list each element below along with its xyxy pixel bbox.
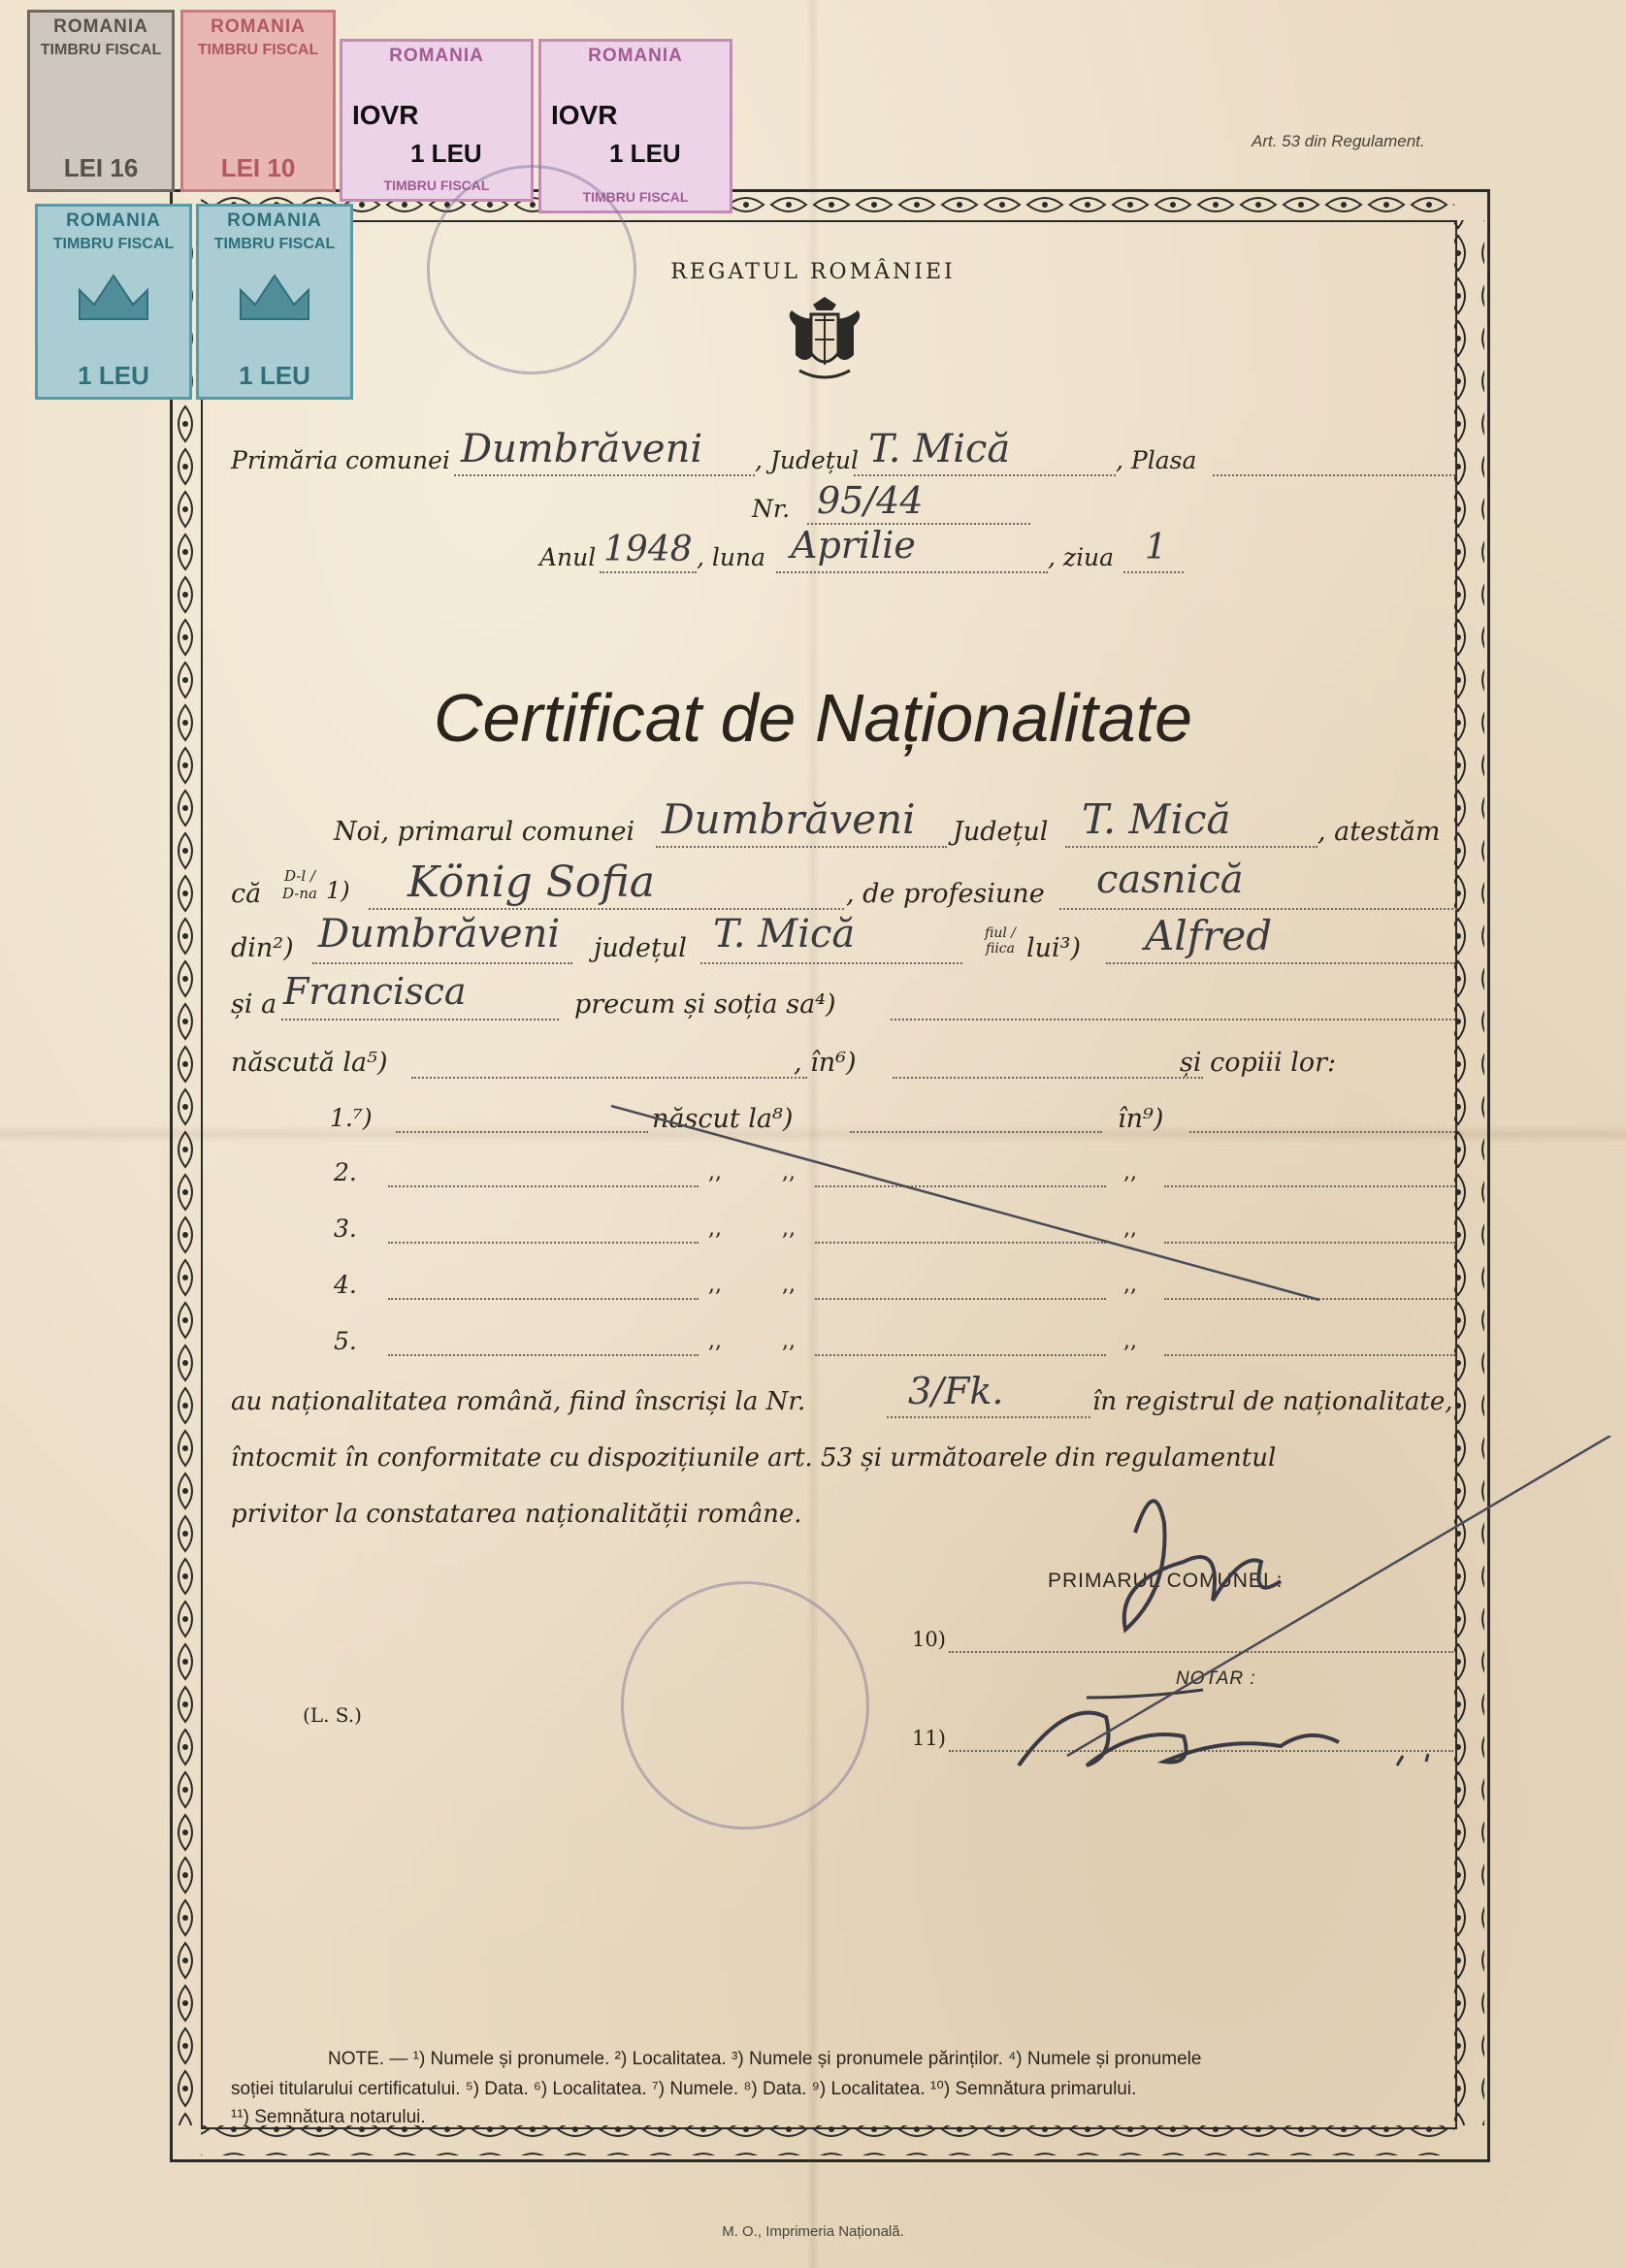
ditto-3c: ,, <box>1123 1216 1137 1241</box>
luna-label: , luna <box>697 543 765 571</box>
footnote-1: 1) <box>326 877 350 904</box>
name-handwritten: König Sofia <box>407 858 655 907</box>
fiscal-stamp-10-lei: ROMANIA TIMBRU FISCAL LEI 10 <box>180 10 336 192</box>
si-a-label: și a <box>231 989 277 1020</box>
kingdom-heading: REGATUL ROMÂNIEI <box>670 260 956 284</box>
mother-handwritten: Francisca <box>283 970 467 1013</box>
locality-handwritten: Dumbrăveni <box>318 912 561 956</box>
in9-label: în⁹) <box>1118 1104 1164 1134</box>
child-row-3-num: 3. <box>334 1215 357 1243</box>
number-handwritten: 95/44 <box>817 479 924 522</box>
ditto-4c: ,, <box>1123 1273 1137 1297</box>
strike-line <box>582 1086 1358 1319</box>
primaria-label: Primăria comunei <box>231 446 450 474</box>
ditto-5b: ,, <box>782 1329 796 1353</box>
county2-handwritten: T. Mică <box>713 912 856 956</box>
coat-of-arms-icon <box>786 297 863 384</box>
body-county-handwritten: T. Mică <box>1082 795 1231 843</box>
printer-credit: M. O., Imprimeria Națională. <box>722 2223 904 2240</box>
fiscal-stamp-iovr-1: ROMANIA IOVR 1 LEU TIMBRU FISCAL <box>340 39 534 202</box>
ca-label: că <box>231 879 262 909</box>
ditto-5c: ,, <box>1123 1329 1137 1353</box>
conclusion-line-1a: au naționalitatea română, fiind înscriși la Nr. <box>231 1387 806 1416</box>
conclusion-line-3: privitor la constatarea naționalității române. <box>231 1500 802 1529</box>
atestam-label: , atestăm <box>1317 817 1441 847</box>
dl-dna-label: D-l / D-na <box>282 867 317 902</box>
conclusion-line-1b: în registrul de naționalitate, <box>1092 1387 1453 1416</box>
body-judetul-label: Județul <box>953 817 1049 847</box>
ditto-4b: ,, <box>782 1273 796 1297</box>
in6-label: , în⁶) <box>794 1048 857 1078</box>
nascut-label: născut la⁸) <box>652 1104 794 1134</box>
child-row-2-num: 2. <box>334 1158 357 1186</box>
month-handwritten: Aprilie <box>791 524 916 567</box>
ls-label: (L. S.) <box>303 1703 362 1727</box>
signatures-scribble <box>990 1436 1626 1804</box>
note-line-1: NOTE. — ¹) Numele și pronumele. ²) Localitatea. ³) Numele și pronumele părinților. ⁴) Numele și pronumele <box>328 2049 1202 2069</box>
primarul-label: PRIMARUL COMUNEI : <box>1048 1570 1284 1592</box>
lui-label: lui³) <box>1026 933 1082 963</box>
anul-label: Anul <box>539 543 597 571</box>
nascuta-label: născută la⁵) <box>231 1048 388 1078</box>
din-label: din²) <box>231 933 294 963</box>
day-handwritten: 1 <box>1145 528 1167 567</box>
regulation-reference: Art. 53 din Regulament. <box>1252 132 1425 150</box>
ditto-2a: ,, <box>708 1160 722 1184</box>
register-number-handwritten: 3/Fk. <box>908 1370 1004 1412</box>
footnote-11: 11) <box>912 1727 946 1750</box>
ditto-5a: ,, <box>708 1329 722 1353</box>
certificate-title: Certificat de Naționalitate <box>433 680 1193 756</box>
ditto-3a: ,, <box>708 1216 722 1241</box>
body-commune-handwritten: Dumbrăveni <box>662 795 916 843</box>
fiscal-stamp-iovr-2: ROMANIA IOVR 1 LEU TIMBRU FISCAL <box>538 39 732 213</box>
child-row-5-num: 5. <box>334 1327 357 1355</box>
conclusion-line-2: întocmit în conformitate cu dispozițiunile art. 53 și următoarele din regulamentul <box>231 1443 1277 1473</box>
note-line-2: soției titularului certificatului. ⁵) Data. ⁶) Localitatea. ⁷) Numele. ⁸) Data. ⁹) Localitatea. ¹⁰) Semnătura primarului. <box>231 2079 1137 2099</box>
seal-bottom <box>621 1581 869 1830</box>
ziua-label: , ziua <box>1048 543 1115 571</box>
child-row-1-num: 1.⁷) <box>330 1104 373 1132</box>
footnote-10: 10) <box>912 1628 946 1651</box>
ditto-2b: ,, <box>782 1160 796 1184</box>
profession-handwritten: casnică <box>1096 858 1244 902</box>
precum-label: precum și soția sa⁴) <box>574 989 836 1020</box>
ditto-2c: ,, <box>1123 1160 1137 1184</box>
judetul-label: , Județul <box>755 446 859 474</box>
year-handwritten: 1948 <box>603 530 693 569</box>
father-handwritten: Alfred <box>1145 912 1273 959</box>
noi-label: Noi, primarul comunei <box>334 817 635 847</box>
nr-label: Nr. <box>752 495 791 523</box>
note-line-3: ¹¹) Semnătura notarului. <box>231 2107 426 2127</box>
fiscal-stamp-16-lei: ROMANIA TIMBRU FISCAL LEI 16 <box>27 10 175 192</box>
child-row-4-num: 4. <box>334 1271 357 1299</box>
county-handwritten: T. Mică <box>868 427 1011 471</box>
ditto-4a: ,, <box>708 1273 722 1297</box>
plasa-label: , Plasa <box>1116 446 1197 474</box>
fiscal-stamp-1-leu-b: ROMANIA TIMBRU FISCAL 1 LEU <box>196 204 353 400</box>
judetul2-label: județul <box>594 933 687 963</box>
commune-handwritten: Dumbrăveni <box>461 427 703 471</box>
fiscal-stamp-1-leu-a: ROMANIA TIMBRU FISCAL 1 LEU <box>35 204 192 400</box>
profesiune-label: , de profesiune <box>846 879 1045 909</box>
notar-label: NOTAR : <box>1176 1669 1256 1689</box>
fiul-fiica-label: fiul / fiica <box>985 925 1016 956</box>
ditto-3b: ,, <box>782 1216 796 1241</box>
copii-label: și copiii lor: <box>1180 1048 1337 1078</box>
